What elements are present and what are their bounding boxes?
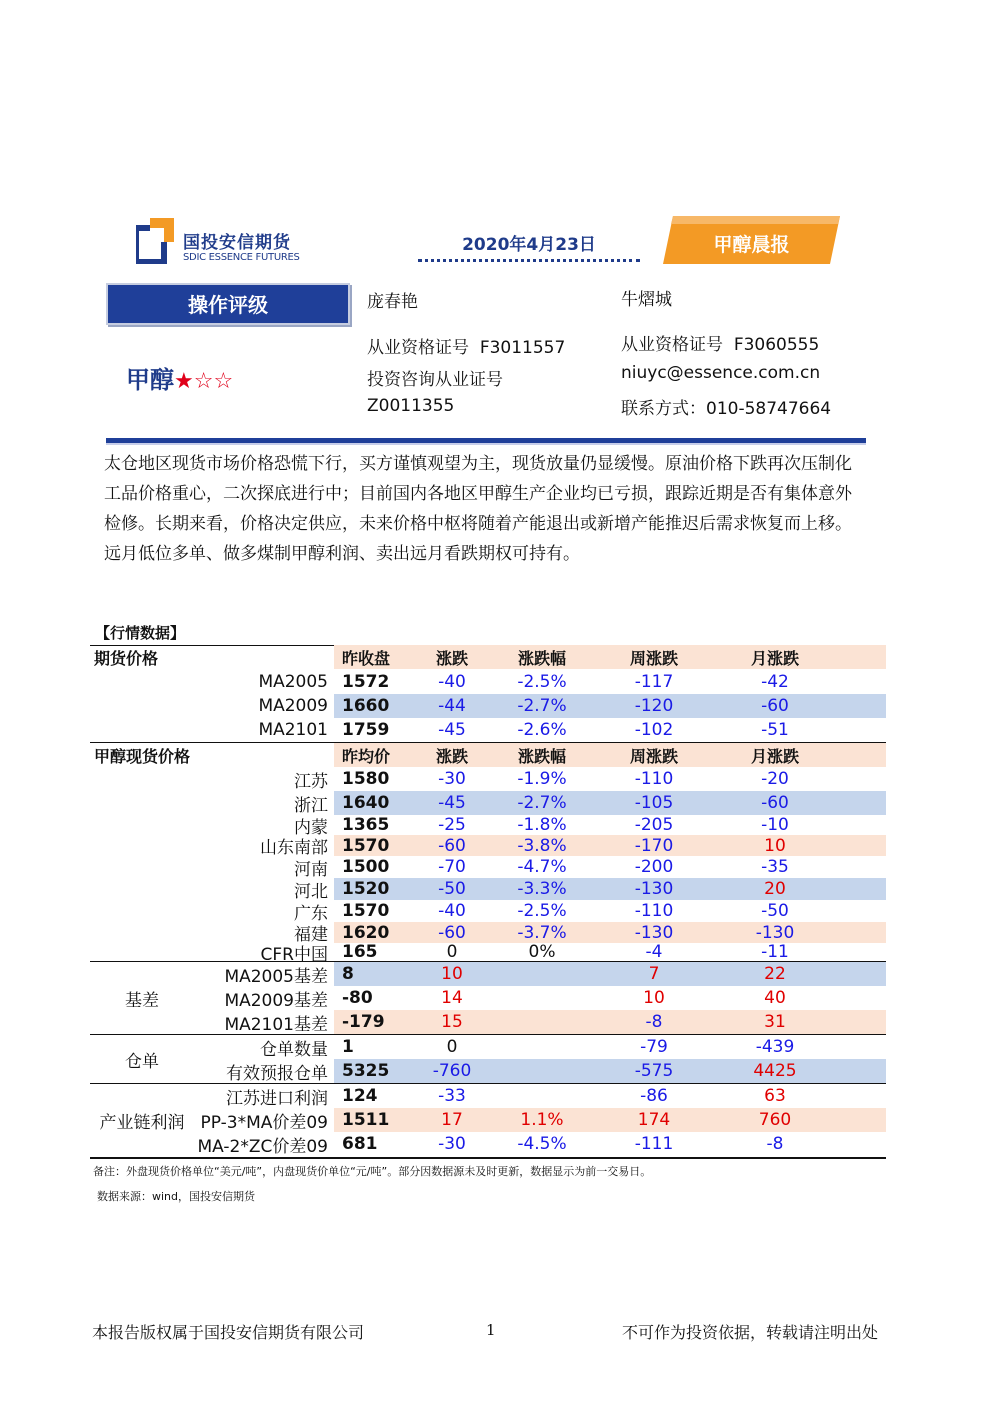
change-cell: -60 xyxy=(438,922,466,943)
header-week-cell: 周涨跌 xyxy=(629,648,678,668)
table-header-row xyxy=(90,645,886,669)
price-cell: 124 xyxy=(342,1086,378,1106)
table-row xyxy=(90,878,886,900)
pct-cell: -2.5% xyxy=(517,672,567,692)
price-cell: 1570 xyxy=(342,835,390,856)
footer-disclaimer: 不可作为投资依据，转载请注明出处 xyxy=(622,1323,879,1342)
month-change-cell: 22 xyxy=(764,964,786,984)
data-source: 数据来源：wind，国投安信期货 xyxy=(97,1190,256,1203)
pct-cell xyxy=(500,1059,584,1083)
item-name-cell: MA2101 xyxy=(258,720,328,740)
month-change-cell: -35 xyxy=(761,857,789,877)
change-cell: 15 xyxy=(441,1012,463,1032)
week-change-cell: -110 xyxy=(634,901,674,921)
analyst-2-email[interactable]: niuyc@essence.com.cn xyxy=(621,363,821,383)
table-row xyxy=(90,1084,886,1108)
item-name-cell: 河南 xyxy=(294,859,328,880)
item-name-cell: 江苏进口利润 xyxy=(226,1088,328,1109)
table-row xyxy=(90,694,886,718)
change-cell: -30 xyxy=(438,1134,466,1154)
week-change-cell: -120 xyxy=(634,696,674,716)
change-cell: -44 xyxy=(438,696,466,716)
pct-cell: -1.9% xyxy=(517,769,567,789)
pct-cell: -3.8% xyxy=(517,835,567,856)
change-cell: 10 xyxy=(441,964,463,984)
price-cell: 1620 xyxy=(342,922,390,943)
item-name-cell: MA2009 xyxy=(258,696,328,716)
item-name-cell: CFR中国 xyxy=(260,944,328,965)
week-change-cell: -117 xyxy=(634,672,674,692)
week-change-cell: -8 xyxy=(645,1012,663,1032)
item-name-cell: MA2005 xyxy=(258,672,328,692)
analyst-1-consult-number: Z0011355 xyxy=(367,396,455,416)
price-cell: 1511 xyxy=(342,1110,390,1130)
summary-paragraph: 太仓地区现货市场价格恐慌下行，买方谨慎观望为主，现货放量仍显缓慢。原油价格下跌再次压制化工品价格重心，二次探底进行中；目前国内各地区甲醇生产企业均已亏损，跟踪近期是否有集体意外检修。长期来看，价格决定供应，未来价格中枢将随着产能退出或新增产能推迟后需求恢复而上移。远月低位多单、做多煤制甲醇利润、卖出远月看跌期权可持有。 xyxy=(104,454,852,564)
month-change-cell: -130 xyxy=(755,922,795,943)
item-name-cell: 河北 xyxy=(294,881,328,902)
header-change-cell: 涨跌 xyxy=(435,746,468,766)
week-change-cell: -111 xyxy=(634,1134,674,1154)
month-change-cell: -8 xyxy=(766,1134,784,1154)
item-name-cell: PP-3*MA价差09 xyxy=(200,1112,328,1133)
company-logo xyxy=(136,218,336,268)
analyst-1-license-number: F3011557 xyxy=(479,338,566,358)
change-cell: -50 xyxy=(438,879,466,899)
analyst-2-contact: 联系方式：010-58747664 xyxy=(621,399,832,419)
week-change-cell: -79 xyxy=(640,1037,668,1057)
logo-cn-text: 国投安信期货 xyxy=(183,233,291,253)
section-divider xyxy=(106,438,866,443)
table-row xyxy=(90,718,886,742)
rating-bar xyxy=(106,283,350,325)
price-cell: -179 xyxy=(342,1012,385,1032)
table-row xyxy=(90,1132,886,1156)
logo-en-text: SDIC ESSENCE FUTURES xyxy=(183,252,300,263)
month-change-cell: -60 xyxy=(761,793,789,813)
footer-copyright: 本报告版权属于国投安信期货有限公司 xyxy=(92,1323,365,1342)
report-tag-label: 甲醇晨报 xyxy=(713,234,790,256)
pct-cell: 0% xyxy=(528,942,556,962)
table-row xyxy=(90,922,886,943)
week-change-cell: -130 xyxy=(634,879,674,899)
month-change-cell: 760 xyxy=(758,1110,792,1130)
change-cell: 17 xyxy=(441,1110,463,1130)
change-cell: -45 xyxy=(438,793,466,813)
header-group-cell: 甲醇现货价格 xyxy=(94,746,191,766)
week-change-cell: -86 xyxy=(640,1086,668,1106)
item-name-cell: 山东南部 xyxy=(260,838,328,858)
table-row xyxy=(90,986,886,1010)
pct-cell: -2.7% xyxy=(517,696,567,716)
pct-cell: 1.1% xyxy=(520,1110,564,1130)
item-name-cell: 内蒙 xyxy=(294,817,328,838)
change-cell: -30 xyxy=(438,769,466,789)
header-price-cell: 昨均价 xyxy=(342,746,391,766)
table-row xyxy=(90,670,886,694)
price-cell: 1640 xyxy=(342,793,390,813)
pct-cell: -4.7% xyxy=(517,857,567,877)
header-pct-cell: 涨跌幅 xyxy=(517,746,566,766)
table-row xyxy=(90,767,886,791)
header-change-cell: 涨跌 xyxy=(435,648,468,668)
price-cell: 8 xyxy=(342,964,354,984)
table-row xyxy=(90,1035,886,1059)
logo-mark-icon xyxy=(136,218,176,264)
price-cell: 1 xyxy=(342,1037,354,1057)
week-change-cell: -130 xyxy=(634,922,674,943)
pct-cell xyxy=(500,1084,584,1108)
analyst-1-license xyxy=(367,333,565,358)
group-label: 仓单 xyxy=(125,1051,159,1072)
week-change-cell: -4 xyxy=(645,942,663,962)
table-rule xyxy=(90,1157,886,1159)
rating-bar-label: 操作评级 xyxy=(188,293,268,317)
change-cell: -70 xyxy=(438,857,466,877)
month-change-cell: -60 xyxy=(761,696,789,716)
change-cell: -25 xyxy=(438,815,466,835)
month-change-cell: -20 xyxy=(761,769,789,789)
change-cell: -40 xyxy=(438,901,466,921)
price-cell: -80 xyxy=(342,988,373,1008)
month-change-cell: 4425 xyxy=(753,1061,797,1081)
month-change-cell: -50 xyxy=(761,901,789,921)
price-cell: 1500 xyxy=(342,857,390,877)
group-label: 产业链利润 xyxy=(99,1112,185,1133)
analyst-2-license-number: F3060555 xyxy=(733,335,820,355)
price-cell: 1520 xyxy=(342,879,390,899)
pct-cell: -2.6% xyxy=(517,720,567,740)
analyst-2-license xyxy=(621,330,819,355)
table-row xyxy=(90,1010,886,1034)
week-change-cell: -205 xyxy=(634,815,674,835)
month-change-cell: -11 xyxy=(761,942,789,962)
header-pct-cell: 涨跌幅 xyxy=(517,648,566,668)
change-cell: 0 xyxy=(446,1037,458,1057)
change-cell: 14 xyxy=(441,988,463,1008)
week-change-cell: -105 xyxy=(634,793,674,813)
change-cell: -760 xyxy=(432,1061,472,1081)
report-tag xyxy=(663,216,840,264)
analyst-1-license-label: 从业资格证号 xyxy=(367,338,469,358)
item-name-cell: MA-2*ZC价差09 xyxy=(197,1136,328,1157)
item-name-cell: 浙江 xyxy=(294,795,328,816)
analyst-2-name: 牛熠城 xyxy=(621,290,672,310)
month-change-cell: -51 xyxy=(761,720,789,740)
price-cell: 1572 xyxy=(342,672,390,692)
change-cell: -40 xyxy=(438,672,466,692)
pct-cell xyxy=(500,1035,584,1059)
table-row xyxy=(90,815,886,838)
pct-cell: -4.5% xyxy=(517,1134,567,1154)
table-title: 【行情数据】 xyxy=(95,624,186,642)
week-change-cell: -170 xyxy=(634,835,674,856)
week-change-cell: -110 xyxy=(634,769,674,789)
change-cell: -33 xyxy=(438,1086,466,1106)
price-cell: 1660 xyxy=(342,696,390,716)
week-change-cell: 10 xyxy=(643,988,665,1008)
pct-cell: -3.7% xyxy=(517,922,567,943)
price-cell: 5325 xyxy=(342,1061,390,1081)
item-name-cell: 福建 xyxy=(294,925,328,945)
pct-cell xyxy=(500,986,584,1010)
table-row xyxy=(90,1059,886,1083)
table-header-row xyxy=(90,743,886,767)
header-month-cell: 月涨跌 xyxy=(750,746,799,766)
price-cell: 1759 xyxy=(342,720,390,740)
price-cell: 165 xyxy=(342,942,378,962)
header-week-cell: 周涨跌 xyxy=(629,746,678,766)
pct-cell: -2.7% xyxy=(517,793,567,813)
week-change-cell: -575 xyxy=(634,1061,674,1081)
price-cell: 681 xyxy=(342,1134,378,1154)
month-change-cell: 40 xyxy=(764,988,786,1008)
week-change-cell: -102 xyxy=(634,720,674,740)
item-name-cell: 仓单数量 xyxy=(260,1039,328,1060)
week-change-cell: -200 xyxy=(634,857,674,877)
group-label: 基差 xyxy=(125,990,159,1011)
rating-stars: ★☆☆ xyxy=(174,369,234,394)
pct-cell: -2.5% xyxy=(517,901,567,921)
date-underline xyxy=(418,259,640,262)
analyst-1-name: 庞春艳 xyxy=(367,292,418,312)
pct-cell: -3.3% xyxy=(517,879,567,899)
item-name-cell: 江苏 xyxy=(294,771,328,792)
rating-product xyxy=(126,360,233,395)
month-change-cell: 20 xyxy=(764,879,786,899)
week-change-cell: 7 xyxy=(648,964,660,984)
month-change-cell: -439 xyxy=(755,1037,795,1057)
pct-cell: -1.8% xyxy=(517,815,567,835)
analyst-2-license-label: 从业资格证号 xyxy=(621,335,723,355)
week-change-cell: 174 xyxy=(637,1110,671,1130)
table-row xyxy=(90,962,886,986)
month-change-cell: -10 xyxy=(761,815,789,835)
month-change-cell: 31 xyxy=(764,1012,786,1032)
month-change-cell: -42 xyxy=(761,672,789,692)
item-name-cell: 广东 xyxy=(294,903,328,924)
price-cell: 1580 xyxy=(342,769,390,789)
table-row xyxy=(90,942,886,965)
header-price-cell: 昨收盘 xyxy=(342,648,391,668)
table-row xyxy=(90,791,886,815)
change-cell: 0 xyxy=(446,942,458,962)
pct-cell xyxy=(500,1010,584,1034)
table-row xyxy=(90,856,886,878)
month-change-cell: 63 xyxy=(764,1086,786,1106)
item-name-cell: MA2005基差 xyxy=(224,966,328,987)
price-cell: 1365 xyxy=(342,815,390,835)
pct-cell xyxy=(500,962,584,986)
item-name-cell: 有效预报仓单 xyxy=(226,1063,328,1084)
change-cell: -45 xyxy=(438,720,466,740)
report-date: 2020年4月23日 xyxy=(462,235,596,255)
month-change-cell: 10 xyxy=(764,835,786,856)
analyst-1-consult-label: 投资咨询从业证号 xyxy=(367,370,503,390)
table-row xyxy=(90,1108,886,1132)
price-cell: 1570 xyxy=(342,901,390,921)
change-cell: -60 xyxy=(438,835,466,856)
rating-product-name: 甲醇 xyxy=(126,366,174,394)
header-group-cell: 期货价格 xyxy=(94,648,159,668)
item-name-cell: MA2009基差 xyxy=(224,990,328,1011)
table-row xyxy=(90,835,886,856)
item-name-cell: MA2101基差 xyxy=(224,1014,328,1035)
header-month-cell: 月涨跌 xyxy=(750,648,799,668)
table-remark: 备注：外盘现货价格单位“美元/吨”，内盘现货价单位“元/吨”。部分因数据源未及时更新，数据显示为前一交易日。 xyxy=(93,1165,652,1178)
page-number: 1 xyxy=(486,1321,496,1339)
table-row xyxy=(90,900,886,922)
